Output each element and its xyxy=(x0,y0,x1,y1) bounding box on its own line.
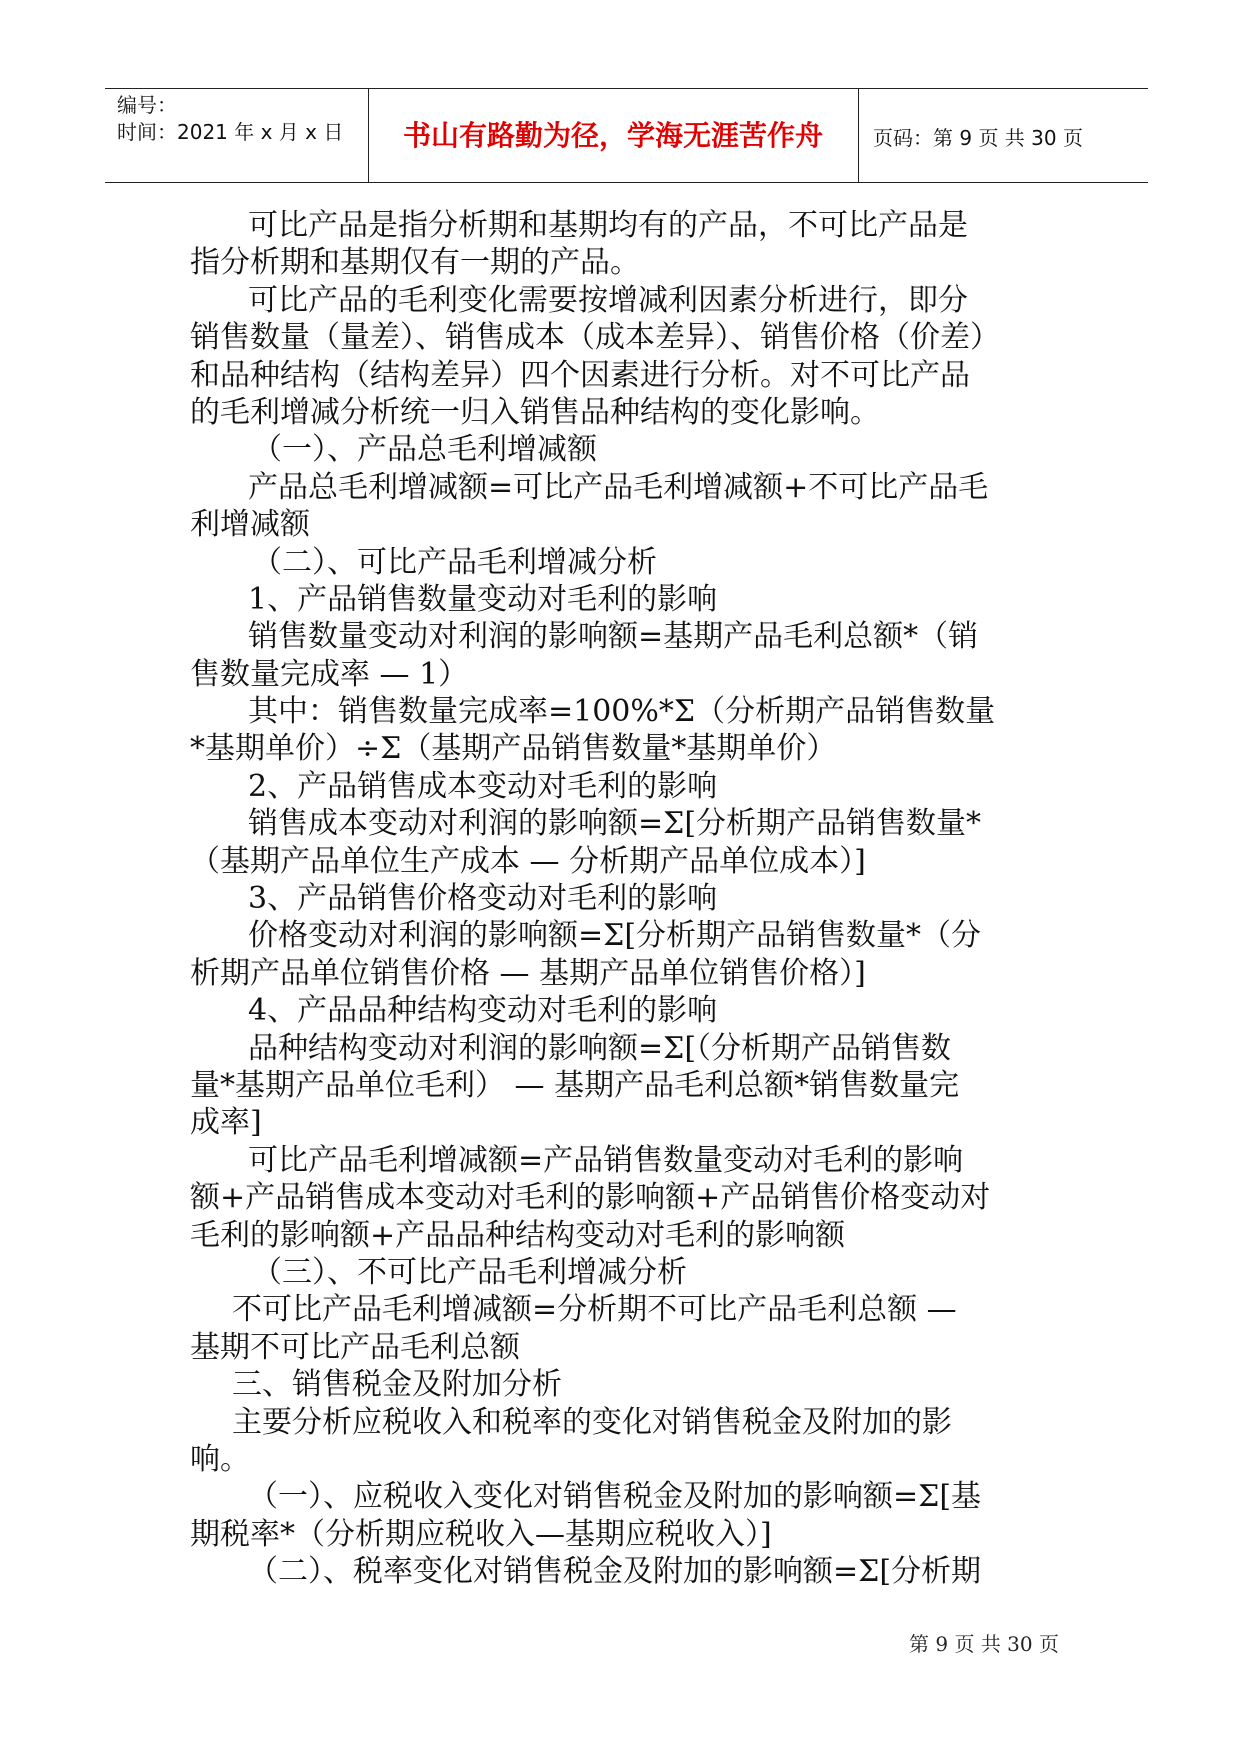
text-line: 2、产品销售成本变动对毛利的影响 xyxy=(248,768,718,804)
text-line: 1、产品销售数量变动对毛利的影响 xyxy=(248,581,718,617)
text-line: 成率] xyxy=(190,1105,262,1141)
text-line: 4、产品品种结构变动对毛利的影响 xyxy=(248,993,718,1029)
text-line: 期税率*（分析期应税收入—基期应税收入）] xyxy=(190,1516,772,1552)
text-line: 售数量完成率 — 1） xyxy=(190,656,469,692)
text-line: （基期产品单位生产成本 — 分析期产品单位成本）] xyxy=(190,843,866,879)
text-line: 价格变动对利润的影响额=Σ[分析期产品销售数量*（分 xyxy=(248,918,982,954)
text-line: 3、产品销售价格变动对毛利的影响 xyxy=(248,881,718,917)
text-line: 可比产品是指分析期和基期均有的产品，不可比产品是 xyxy=(248,208,968,243)
footer-page-number: 第 9 页 共 30 页 xyxy=(909,1632,1059,1656)
text-line: 其中：销售数量完成率=100%*Σ（分析期产品销售数量 xyxy=(248,694,996,730)
text-line: 销售数量（量差）、销售成本（成本差异）、销售价格（价差） xyxy=(190,320,1000,356)
text-line: 销售数量变动对利润的影响额=基期产品毛利总额*（销 xyxy=(248,619,979,655)
text-line: 额+产品销售成本变动对毛利的影响额+产品销售价格变动对 xyxy=(190,1180,991,1216)
document-body xyxy=(190,207,1060,1590)
text-line: 毛利的影响额+产品品种结构变动对毛利的影响额 xyxy=(190,1217,846,1253)
text-line: （一）、产品总毛利增减额 xyxy=(252,432,597,468)
text-line: 不可比产品毛利增减额=分析期不可比产品毛利总额 — xyxy=(232,1292,957,1328)
text-line: 的毛利增减分析统一归入销售品种结构的变化影响。 xyxy=(190,394,880,430)
text-line: 利增减额 xyxy=(190,507,310,543)
header-divider-right xyxy=(858,88,859,182)
text-line: 产品总毛利增减额=可比产品毛利增减额+不可比产品毛 xyxy=(248,469,989,505)
text-line: 可比产品毛利增减额=产品销售数量变动对毛利的影响 xyxy=(248,1142,964,1178)
header-page-label: 页码：第 9 页 共 30 页 xyxy=(873,126,1083,150)
header-serial-label: 编号： xyxy=(117,93,177,117)
header-motto: 书山有路勤为径，学海无涯苦作舟 xyxy=(402,119,823,152)
text-line: 量*基期产品单位毛利） — 基期产品毛利总额*销售数量完 xyxy=(190,1067,960,1103)
text-line: 析期产品单位销售价格 — 基期产品单位销售价格）] xyxy=(190,955,866,991)
text-line: 和品种结构（结构差异）四个因素进行分析。对不可比产品 xyxy=(190,357,970,393)
header-bottom-rule xyxy=(105,182,1148,183)
header-top-rule xyxy=(105,88,1148,89)
text-line: *基期单价）÷Σ（基期产品销售数量*基期单价） xyxy=(190,731,837,767)
text-line: （二）、税率变化对销售税金及附加的影响额=Σ[分析期 xyxy=(248,1554,982,1590)
text-line: 主要分析应税收入和税率的变化对销售税金及附加的影 xyxy=(232,1404,952,1440)
text-line: （一）、应税收入变化对销售税金及附加的影响额=Σ[基 xyxy=(248,1479,982,1515)
text-line: 指分析期和基期仅有一期的产品。 xyxy=(190,245,640,281)
text-line: 可比产品的毛利变化需要按增减利因素分析进行，即分 xyxy=(248,282,968,318)
header-date-label: 时间：2021 年 x 月 x 日 xyxy=(117,120,344,144)
text-line: 销售成本变动对利润的影响额=Σ[分析期产品销售数量* xyxy=(248,806,982,842)
text-line: 品种结构变动对利润的影响额=Σ[（分析期产品销售数 xyxy=(248,1030,952,1066)
text-line: 响。 xyxy=(190,1441,250,1477)
text-line: 基期不可比产品毛利总额 xyxy=(190,1329,520,1365)
text-line: 三、销售税金及附加分析 xyxy=(232,1367,562,1403)
text-line: （二）、可比产品毛利增减分析 xyxy=(252,544,657,580)
text-line: （三）、不可比产品毛利增减分析 xyxy=(252,1254,687,1290)
